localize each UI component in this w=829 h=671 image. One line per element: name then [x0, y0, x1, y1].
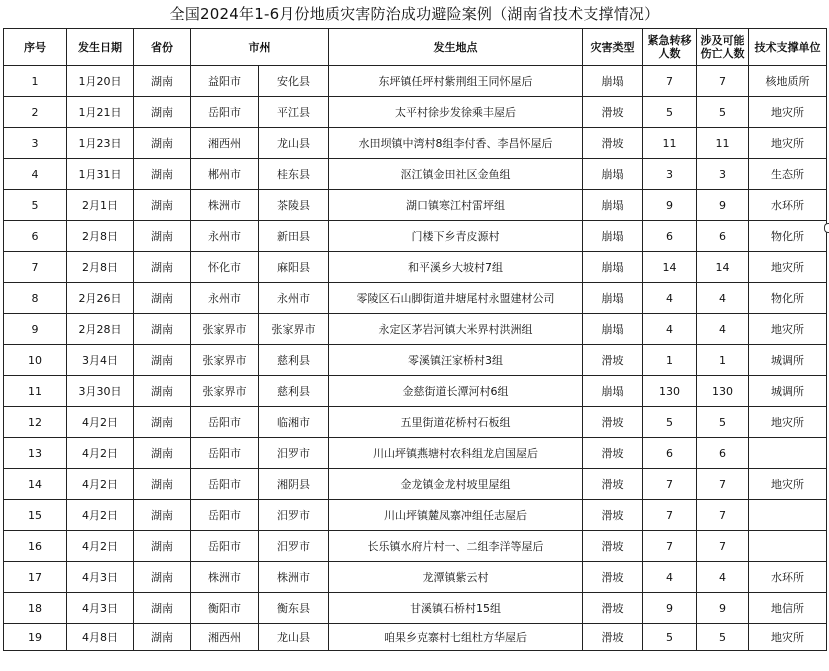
cell-city: 株洲市: [191, 190, 259, 221]
cell-city: 湘西州: [191, 624, 259, 651]
cell-county: 汨罗市: [259, 500, 329, 531]
cell-evacuated: 5: [643, 624, 697, 651]
table-row: [4, 500, 827, 531]
cell-county: 麻阳县: [259, 252, 329, 283]
cell-county: 龙山县: [259, 624, 329, 651]
cell-date: 2月1日: [67, 190, 134, 221]
cell-potential-casualties: 7: [697, 469, 749, 500]
cell-date: 3月30日: [67, 376, 134, 407]
table-row: [4, 190, 827, 221]
cell-location: 东坪镇任坪村紫荆组王同怀屋后: [329, 66, 583, 97]
cell-potential-casualties: 7: [697, 500, 749, 531]
cell-evacuated: 9: [643, 593, 697, 624]
cell-support-unit: 城调所: [749, 376, 827, 407]
cell-potential-casualties: 5: [697, 624, 749, 651]
header-potential-casualties: 涉及可能伤亡人数: [697, 29, 749, 66]
cell-evacuated: 4: [643, 314, 697, 345]
cell-location: 咱果乡克寨村七组杜方华屋后: [329, 624, 583, 651]
header-disaster-type: 灾害类型: [583, 29, 643, 66]
cell-disaster-type: 滑坡: [583, 624, 643, 651]
cell-location: 门楼下乡青皮源村: [329, 221, 583, 252]
cell-city: 益阳市: [191, 66, 259, 97]
cell-location: 长乐镇水府片村一、二组李洋等屋后: [329, 531, 583, 562]
cell-potential-casualties: 6: [697, 221, 749, 252]
cell-location: 永定区茅岩河镇大米界村洪洲组: [329, 314, 583, 345]
table-row: [4, 562, 827, 593]
cell-location: 沤江镇金田社区金鱼组: [329, 159, 583, 190]
cell-date: 4月2日: [67, 469, 134, 500]
table-row: [4, 593, 827, 624]
cell-date: 1月21日: [67, 97, 134, 128]
cell-index: 4: [4, 159, 67, 190]
cell-province: 湖南: [134, 97, 191, 128]
cell-city: 永州市: [191, 221, 259, 252]
cell-potential-casualties: 5: [697, 407, 749, 438]
cell-county: 临湘市: [259, 407, 329, 438]
cell-location: 五里街道花桥村石板组: [329, 407, 583, 438]
cell-county: 龙山县: [259, 128, 329, 159]
cell-location: 零溪镇汪家桥村3组: [329, 345, 583, 376]
cell-disaster-type: 滑坡: [583, 128, 643, 159]
cell-date: 4月2日: [67, 407, 134, 438]
cell-city: 岳阳市: [191, 531, 259, 562]
cell-province: 湖南: [134, 190, 191, 221]
cell-evacuated: 6: [643, 221, 697, 252]
cell-location: 和平溪乡大坡村7组: [329, 252, 583, 283]
cell-city: 岳阳市: [191, 97, 259, 128]
cell-evacuated: 7: [643, 66, 697, 97]
table-row: [4, 531, 827, 562]
cell-province: 湖南: [134, 562, 191, 593]
table-row: [4, 252, 827, 283]
cell-city: 张家界市: [191, 376, 259, 407]
table-body: [4, 66, 827, 651]
table-row: [4, 345, 827, 376]
header-province: 省份: [134, 29, 191, 66]
cell-potential-casualties: 4: [697, 283, 749, 314]
table-row: [4, 376, 827, 407]
cell-city: 张家界市: [191, 314, 259, 345]
cell-index: 6: [4, 221, 67, 252]
cell-disaster-type: 滑坡: [583, 562, 643, 593]
header-city: 市州: [191, 29, 329, 66]
cell-county: 湘阴县: [259, 469, 329, 500]
cell-province: 湖南: [134, 283, 191, 314]
cell-location: 龙潭镇紫云村: [329, 562, 583, 593]
cell-date: 2月28日: [67, 314, 134, 345]
table-row: [4, 407, 827, 438]
cell-potential-casualties: 6: [697, 438, 749, 469]
cell-index: 3: [4, 128, 67, 159]
cell-disaster-type: 滑坡: [583, 500, 643, 531]
cell-index: 12: [4, 407, 67, 438]
cell-date: 4月2日: [67, 531, 134, 562]
cell-city: 湘西州: [191, 128, 259, 159]
cell-index: 1: [4, 66, 67, 97]
cell-province: 湖南: [134, 469, 191, 500]
cell-support-unit: 生态所: [749, 159, 827, 190]
table-row: [4, 221, 827, 252]
cell-support-unit: 物化所: [749, 221, 827, 252]
cell-city: 岳阳市: [191, 407, 259, 438]
cell-potential-casualties: 11: [697, 128, 749, 159]
cell-index: 11: [4, 376, 67, 407]
cell-county: 茶陵县: [259, 190, 329, 221]
cell-evacuated: 3: [643, 159, 697, 190]
cell-county: 慈利县: [259, 345, 329, 376]
cell-support-unit: 地灾所: [749, 624, 827, 651]
cell-county: 衡东县: [259, 593, 329, 624]
cell-county: 新田县: [259, 221, 329, 252]
cell-date: 2月8日: [67, 252, 134, 283]
cell-potential-casualties: 4: [697, 562, 749, 593]
cell-province: 湖南: [134, 624, 191, 651]
cell-county: 慈利县: [259, 376, 329, 407]
cell-index: 10: [4, 345, 67, 376]
cell-disaster-type: 崩塌: [583, 66, 643, 97]
cell-disaster-type: 滑坡: [583, 593, 643, 624]
cell-evacuated: 11: [643, 128, 697, 159]
cell-potential-casualties: 130: [697, 376, 749, 407]
cell-province: 湖南: [134, 407, 191, 438]
cell-support-unit: 地信所: [749, 593, 827, 624]
cell-county: 株洲市: [259, 562, 329, 593]
table-row: [4, 438, 827, 469]
document-title: 全国2024年1-6月份地质灾害防治成功避险案例（湖南省技术支撑情况）: [169, 5, 660, 23]
cell-city: 永州市: [191, 283, 259, 314]
cell-date: 4月8日: [67, 624, 134, 651]
cell-support-unit: 地灾所: [749, 128, 827, 159]
cell-province: 湖南: [134, 531, 191, 562]
cell-disaster-type: 崩塌: [583, 283, 643, 314]
cell-evacuated: 130: [643, 376, 697, 407]
header-index: 序号: [4, 29, 67, 66]
cell-city: 岳阳市: [191, 469, 259, 500]
cell-date: 4月3日: [67, 562, 134, 593]
cell-index: 2: [4, 97, 67, 128]
cell-city: 张家界市: [191, 345, 259, 376]
header-evacuated: 紧急转移人数: [643, 29, 697, 66]
scroll-edge-marker: [824, 223, 829, 233]
cell-evacuated: 5: [643, 407, 697, 438]
cell-county: 平江县: [259, 97, 329, 128]
cell-support-unit: 地灾所: [749, 407, 827, 438]
cell-evacuated: 7: [643, 531, 697, 562]
cell-county: 桂东县: [259, 159, 329, 190]
cell-index: 17: [4, 562, 67, 593]
cell-province: 湖南: [134, 66, 191, 97]
table-row: [4, 314, 827, 345]
cell-county: 安化县: [259, 66, 329, 97]
cell-evacuated: 5: [643, 97, 697, 128]
cell-date: 1月20日: [67, 66, 134, 97]
cell-disaster-type: 崩塌: [583, 190, 643, 221]
table-header-row: [4, 29, 827, 66]
cell-province: 湖南: [134, 314, 191, 345]
cell-date: 1月23日: [67, 128, 134, 159]
cell-location: 金慈街道长潭河村6组: [329, 376, 583, 407]
cell-county: 汨罗市: [259, 438, 329, 469]
cell-support-unit: 地灾所: [749, 314, 827, 345]
table-row: [4, 66, 827, 97]
cell-potential-casualties: 14: [697, 252, 749, 283]
cell-date: 4月3日: [67, 593, 134, 624]
cell-disaster-type: 滑坡: [583, 469, 643, 500]
cell-date: 4月2日: [67, 438, 134, 469]
cell-province: 湖南: [134, 438, 191, 469]
cell-province: 湖南: [134, 159, 191, 190]
cell-index: 15: [4, 500, 67, 531]
cell-potential-casualties: 9: [697, 190, 749, 221]
cell-support-unit: [749, 531, 827, 562]
cell-support-unit: 城调所: [749, 345, 827, 376]
cell-city: 岳阳市: [191, 438, 259, 469]
table-row: [4, 283, 827, 314]
cell-evacuated: 7: [643, 469, 697, 500]
cases-table: [3, 28, 827, 651]
cell-evacuated: 7: [643, 500, 697, 531]
cell-evacuated: 4: [643, 562, 697, 593]
cell-disaster-type: 滑坡: [583, 438, 643, 469]
cell-support-unit: 地灾所: [749, 252, 827, 283]
cell-evacuated: 4: [643, 283, 697, 314]
header-support-unit: 技术支撑单位: [749, 29, 827, 66]
table-row: [4, 469, 827, 500]
cell-date: 4月2日: [67, 500, 134, 531]
cell-location: 零陵区石山脚街道井塘尾村永盟建材公司: [329, 283, 583, 314]
cell-disaster-type: 崩塌: [583, 159, 643, 190]
cell-location: 川山坪镇燕塘村农科组龙启国屋后: [329, 438, 583, 469]
cell-support-unit: 物化所: [749, 283, 827, 314]
cell-disaster-type: 崩塌: [583, 252, 643, 283]
cell-index: 19: [4, 624, 67, 651]
cell-index: 16: [4, 531, 67, 562]
cell-province: 湖南: [134, 500, 191, 531]
cell-index: 7: [4, 252, 67, 283]
cell-evacuated: 6: [643, 438, 697, 469]
cell-index: 8: [4, 283, 67, 314]
cell-location: 水田坝镇中湾村8组李付香、李昌怀屋后: [329, 128, 583, 159]
cell-disaster-type: 崩塌: [583, 221, 643, 252]
header-location: 发生地点: [329, 29, 583, 66]
cell-index: 18: [4, 593, 67, 624]
cell-county: 汨罗市: [259, 531, 329, 562]
cell-county: 张家界市: [259, 314, 329, 345]
cell-disaster-type: 滑坡: [583, 97, 643, 128]
cell-province: 湖南: [134, 345, 191, 376]
cell-city: 郴州市: [191, 159, 259, 190]
cell-city: 衡阳市: [191, 593, 259, 624]
cell-disaster-type: 崩塌: [583, 314, 643, 345]
cell-province: 湖南: [134, 593, 191, 624]
cell-disaster-type: 滑坡: [583, 407, 643, 438]
cell-location: 甘溪镇石桥村15组: [329, 593, 583, 624]
cell-support-unit: [749, 438, 827, 469]
cell-support-unit: 水环所: [749, 562, 827, 593]
cell-potential-casualties: 4: [697, 314, 749, 345]
cell-date: 1月31日: [67, 159, 134, 190]
cell-date: 2月26日: [67, 283, 134, 314]
cell-location: 太平村徐步发徐乘丰屋后: [329, 97, 583, 128]
cell-support-unit: 地灾所: [749, 469, 827, 500]
table-row: [4, 97, 827, 128]
cell-index: 14: [4, 469, 67, 500]
cell-date: 2月8日: [67, 221, 134, 252]
cell-potential-casualties: 7: [697, 66, 749, 97]
header-date: 发生日期: [67, 29, 134, 66]
cell-city: 怀化市: [191, 252, 259, 283]
table-row: [4, 159, 827, 190]
cell-disaster-type: 崩塌: [583, 376, 643, 407]
cell-index: 5: [4, 190, 67, 221]
cell-province: 湖南: [134, 252, 191, 283]
cell-city: 株洲市: [191, 562, 259, 593]
table-row: [4, 128, 827, 159]
cell-location: 湖口镇寒江村雷坪组: [329, 190, 583, 221]
cell-evacuated: 9: [643, 190, 697, 221]
cell-date: 3月4日: [67, 345, 134, 376]
cell-province: 湖南: [134, 221, 191, 252]
cell-evacuated: 14: [643, 252, 697, 283]
cell-index: 13: [4, 438, 67, 469]
cell-support-unit: [749, 500, 827, 531]
cell-potential-casualties: 1: [697, 345, 749, 376]
cell-potential-casualties: 3: [697, 159, 749, 190]
cell-support-unit: 地灾所: [749, 97, 827, 128]
cell-evacuated: 1: [643, 345, 697, 376]
cell-city: 岳阳市: [191, 500, 259, 531]
cell-location: 川山坪镇麓凤寨冲组任志屋后: [329, 500, 583, 531]
cell-potential-casualties: 7: [697, 531, 749, 562]
cell-disaster-type: 滑坡: [583, 345, 643, 376]
cell-potential-casualties: 9: [697, 593, 749, 624]
cell-index: 9: [4, 314, 67, 345]
table-row: [4, 624, 827, 651]
cell-support-unit: 核地质所: [749, 66, 827, 97]
cell-disaster-type: 滑坡: [583, 531, 643, 562]
cell-location: 金龙镇金龙村坡里屋组: [329, 469, 583, 500]
cell-county: 永州市: [259, 283, 329, 314]
cell-province: 湖南: [134, 376, 191, 407]
cell-support-unit: 水环所: [749, 190, 827, 221]
cell-province: 湖南: [134, 128, 191, 159]
cell-potential-casualties: 5: [697, 97, 749, 128]
